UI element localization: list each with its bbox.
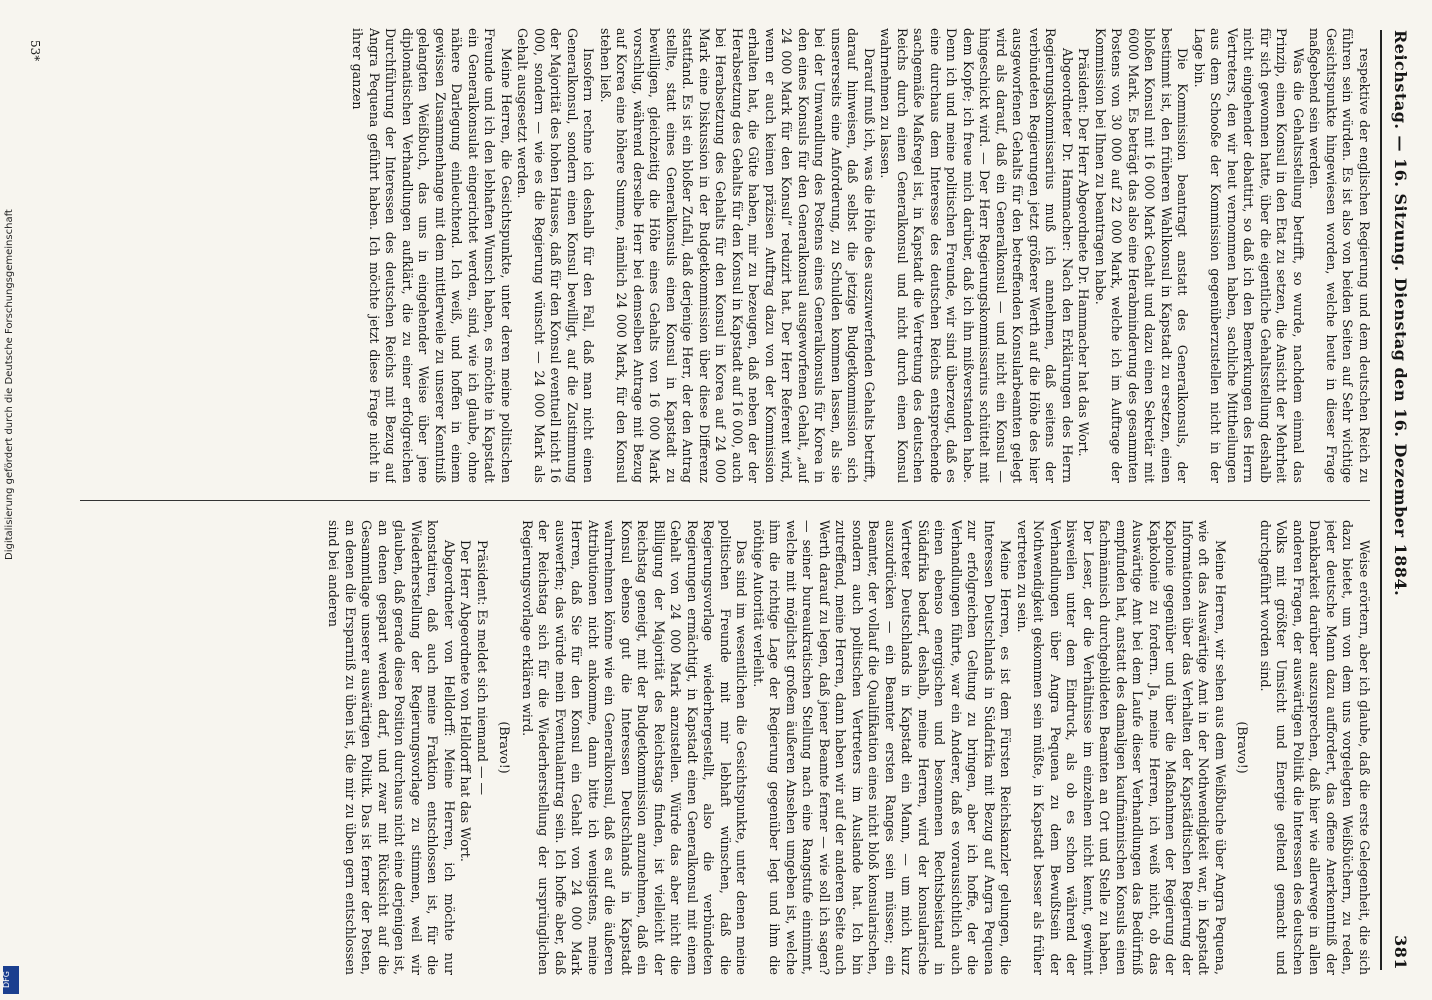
paragraph: Was die Gehaltsstellung betrifft, so wurde, nachdem einmal das Prinzip, einen Konsul in den Etat zu setzen, die Ansicht der Mehrheit für sich gewonnen hatte, über die eigentliche Gehaltsstellung deshalb nicht eingehender debattirt, so daß ich den Bemerkungen des Herrn Vertreters, den wir heut vernommen haben, sachliche Mittheilungen aus dem Schooße der Kommission gegenüberzustellen nicht in der Lage bin. xyxy=(1192,28,1306,483)
paragraph: Meine Herren, wir sehen aus dem Weißbuche über Angra Pequena, wie oft das Auswärtige Amt in der Nothwendigkeit war, in Kapstadt Informationen über das Verhalten der Kapstädtischen Regierung der Kaplonie gegenüber und über die Maßnahmen der Regierung der Kapkolonie zu fordern. Ja, meine Herren, ich weiß nicht, ob das Auswärtige Amt bei dem Laufe dieser Verhandlungen das Bedürfniß empfunden hat, anstatt des damaligen kaufmännischen Konsuls einen fachmännisch durchgebildeten Beamten an Ort und Stelle zu haben. Der Leser, der die Verhältnisse im einzelnen nicht kennt, gewinnt bisweilen unter dem Eindruck, als ob es schon während der Verhandlungen über Angra Pequena zu dem Bewußtsein der Nothwendigkeit gekommen sein müßte, in Kapstadt besser als früher vertreten zu sein. xyxy=(1015,520,1228,975)
speaker-line: Der Herr Abgeordnete von Helldorff hat das Wort. xyxy=(458,540,474,862)
running-head: Reichstag. — 16. Sitzung. Dienstag den 16. Dezember 1884. xyxy=(1391,30,1410,597)
paragraph: Das sind im wesentlichen die Gesichtspunkte, unter denen meine politischen Freunde mit mir lebhaft wünschen, daß die Regierungsvorlage wiederhergestellt, also die verbündeten Regierungen ermächtigt, in Kapstadt einen Generalkonsul mit einem Gehalt von 24 000 Mark anzustellen. Würde das aber nicht die Billigung der Majorität des Reichstags finden, ist vielleicht der Reichstag geneigt, mit der Budgetkommission anzunehmen, daß ein Konsul ebenso gut die Interessen Deutschlands in Kapstadt wahrnehmen könne wie ein Generalkonsul, daß es auf die äußeren Attributionen nicht ankomme, dann bitte ich wenigstens, meine Herren, daß Sie für den Konsul ein Gehalt von 24 000 Mark auswerfen; das würde mein Eventualantrag sein. Ich hoffe aber, daß der Reichstag sich für die Wiederherstellung der ursprünglichen Regierungsvorlage erklären wird. xyxy=(520,520,750,975)
paragraph: Meine Herren, es ist dem Fürsten Reichskanzler gelungen, die Interessen Deutschlands in Südafrika mit Bezug auf Angra Pequena zur erfolgreichen Geltung zu bringen, aber ich hoffe, der die Verhandlungen führte, war ein Anderer, daß es voraussichtlich auch einen ebenso energischen und besonnenen Rechtsbeistand in Südafrika bedarf, deshalb, meine Herren, wird der konsularische Vertreter Deutschlands in Kapstadt ein Mann, — um mich kurz auszudrücken — ein Beamter ersten Ranges sein müssen; ein Beamter, der vollauf die Qualifikation eines nicht bloß konsularischen, sondern auch politischen Vertreters im Auslande hat. Ich bin zutreffend, meine Herren, dann haben wir auf der anderen Seite auch Werth darauf zu legen, daß jener Beamte ferner — wie soll ich sagen? — seiner bureaukratischen Stellung nach eine Rangstufe einnimmt, welche mit möglichst großem äußeren Ansehen umgeben ist, welche ihm die richtige Lage der Regierung gegenüber legt und ihm die nöthige Autorität verleiht. xyxy=(751,520,1014,975)
paragraph: Die Kommission beantragt anstatt des Generalkonsuls, der bestimmt ist, den früheren Wahlkonsul in Kapstadt zu ersetzen, einen bloßen Konsul mit 16 000 Mark Gehalt und dazu einen Sekretär mit 6000 Mark. Es beträgt das also eine Herabminderung des gesammten Postens von 30 000 auf 22 000 Mark, welche ich im Auftrage der Kommission bei Ihnen zu beantragen habe. xyxy=(1093,28,1191,483)
header-rule xyxy=(1380,30,1382,970)
paragraph: Abgeordneter von Helldorff: Meine Herren, ich möchte nur konstatiren, daß auch meine Fraktion entschlossen ist, für die Wiederherstellung der Regierungsvorlage zu stimmen, weil wir glauben, daß gerade diese Position durchaus nicht eine derjenigen ist, an denen gespart werden darf, und zwar mit Rücksicht auf die Gesammtlage unserer auswärtigen Politik. Das ist ferner der Posten, an denen die Ersparniß zu üben ist, die mir zu üben gern entschlossen sind bei anderen xyxy=(326,520,457,975)
column-left xyxy=(72,28,1372,483)
column-right xyxy=(72,520,1372,975)
dfg-logo: DFG xyxy=(3,966,19,994)
paragraph: respektive der englischen Regierung und dem deutschen Reich zu führen sein würden. Es ist also von beiden Seiten auf Sehr wichtige Gesichtspunkte hingewiesen worden, welche heute in dieser Frage maßgebend sein werden. xyxy=(1307,28,1372,483)
paragraph: Meine Herren, die Gesichtspunkte, unter deren meine politischen Freunde und ich den lebhaften Wunsch haben, es möchte in Kapstadt ein Generalkonsulat eingerichtet werden, sind, wie ich glaube, ohne nähere Darlegung einleuchtend. Ich weiß, und hoffen in einem gewissen Zusammenhange mit dem mittlerweile zu unserer Kenntniß gelangten Weißbuch, das uns in eingehender Weise über jene diplomatischen Verhandlungen aufklärt, die zu einer erfolgreichen Durchführung der Interessen des deutschen Reichs mit Bezug auf Angra Pequena geführt haben. Ich möchte jetzt diese Frage nicht in ihrer ganzen xyxy=(350,28,514,483)
applause-note: (Bravo!) xyxy=(1235,721,1251,774)
paragraph: Insofern rechne ich deshalb für den Fall, daß man nicht einen Generalkonsul, sondern einen Konsul bewilligt, auf die Zustimmung der Majorität des hohen Hauses, daß für den Konsul eventuell nicht 16 000, sondern — wie es die Regierung wünscht — 24 000 Mark als Gehalt ausgesetzt werden. xyxy=(515,28,597,483)
speaker-line: Präsident: Der Herr Abgeordnete Dr. Hammacher hat das Wort. xyxy=(1076,48,1092,457)
speaker-line: Präsident: Es meldet sich niemand — — xyxy=(475,540,490,796)
page-header xyxy=(1386,30,1410,970)
column-divider xyxy=(80,500,1370,501)
page-number: 381 xyxy=(1391,935,1410,970)
paragraph: Darauf muß ich, was die Höhe des auszuwerfenden Gehalts betrifft, darauf hinweisen, daß selbst die jetzige Budgetkommission sich unsererseits eine Anforderung, zu Schulden kommen lassen, als sie bei der Umwandlung des Postens eines Generalkonsuls für Korea in den eines Konsuls für den Generalkonsul ausgeworfenen Gehalt, „auf 24 000 Mark für den Konsul“ reduzirt hat. Der Herr Referent wird, wenn er auch keinen präzisen Auftrag dazu von der Kommission erhalten hat, die Güte haben, mir zu bezeugen, daß neben der der Herabsetzung des Gehalts für den Konsul in Kapstadt auf 16 000, auch bei Herabsetzung des Gehalts für den Konsul in Korea auf 24 000 Mark eine Diskussion in der Budgetkommission über diese Differenz stattfand. Es ist ein bloßer Zufall, daß derjenige Herr, der den Antrag stellte, statt eines Generalkonsuls einen Konsul in Kapstadt zu bewilligen, gleichzeitig die Höhe eines Gehalts von 16 000 Mark vorschlug, während derselbe Herr bei demselben Antrage mit Bezug auf Korea eine höhere Summe, nämlich 24 000 Mark, für den Konsul stehen ließ. xyxy=(598,28,877,483)
paragraph: Weise erörtern, aber ich glaube, daß die erste Gelegenheit, die sich dazu bietet, um von dem uns vorgelegten Weißbüchern, zu reden, jeder deutsche Mann dazu auffordert, das offene Anerkenntniß der Dankbarkeit darüber auszusprechen, daß hier wie allerwege in allen anderen Fragen, der auswärtigen Politik die Interessen des deutschen Volks mit größter Umsicht und Energie geltend gemacht und durchgeführt worden sind. xyxy=(1258,520,1372,975)
applause-note: (Bravo!) xyxy=(497,721,513,774)
signature-mark: 53* xyxy=(28,40,42,62)
digitization-note: Digitalisierung gefördert durch die Deutsche Forschungsgemeinschaft xyxy=(4,209,15,560)
paragraph: Abgeordneter Dr. Hammacher: Nach den Erklärungen des Herrn Regierungskommissarius muß ich annehmen, daß seitens der verbündeten Regierungen jetzt größerer Werth auf die Höhe des hier ausgeworfenen Gehalts für den betreffenden Konsularbeamten gelegt wird als darauf, daß ein Generalkonsul — und nicht ein Konsul — hingeschickt wird. — Der Herr Regierungskommissarius schüttelt mit dem Kopfe; ich freue mich darüber, daß ich ihn mißverstanden habe. Denn ich und meine politischen Freunde, wir sind überzeugt, daß es eine durchaus dem Interesse des deutschen Reichs entsprechende sachgemäße Maßregel ist, in Kapstadt die Vertretung des deutschen Reichs durch einen Generalkonsul und nicht durch einen Konsul wahrnehmen zu lassen. xyxy=(878,28,1075,483)
